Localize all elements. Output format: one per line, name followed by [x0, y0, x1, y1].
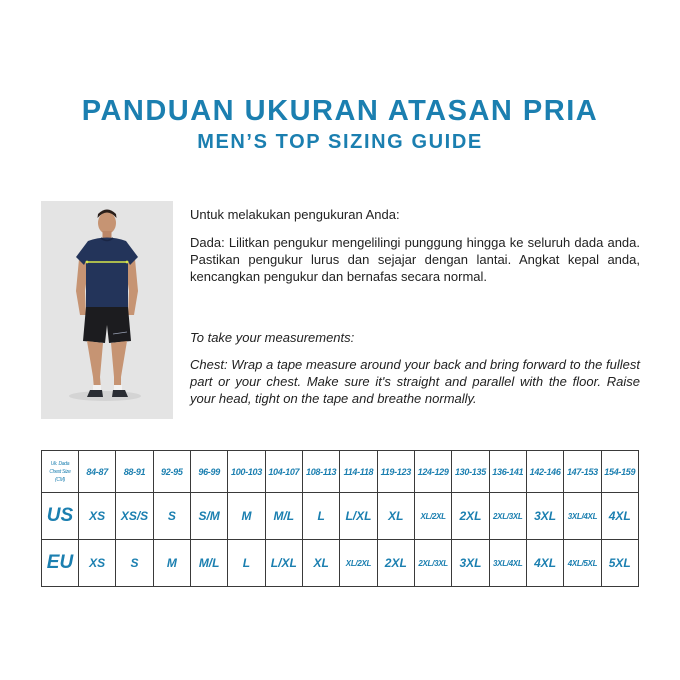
title-english: MEN’S TOP SIZING GUIDE: [197, 131, 483, 153]
chest-size-unit: (CM): [55, 476, 65, 483]
chest-size-label-id: Uk. Dada: [50, 460, 70, 467]
eu-size-cell: M/L: [190, 540, 227, 587]
chest-size-label-en: Chest Size: [49, 468, 71, 475]
us-size-cell: 4XL: [601, 493, 638, 540]
eu-size-cell: 3XL: [452, 540, 489, 587]
chest-range-cell: 119-123: [377, 451, 414, 493]
instructions-intro-en: To take your measurements:: [190, 330, 355, 345]
us-size-cell: XS/S: [116, 493, 153, 540]
chest-range-cell: 124-129: [414, 451, 451, 493]
us-size-cell: 2XL: [452, 493, 489, 540]
us-size-cell: S/M: [190, 493, 227, 540]
us-size-cell: S: [153, 493, 190, 540]
instructions-body-en: Chest: Wrap a tape measure around your back and bring forward to the fullest part or your chest. Make sure it's straight and parallel with the floor. Raise your head, tight on the tape and breathe normally.: [190, 357, 640, 406]
instructions-intro-id: Untuk melakukan pengukuran Anda:: [190, 207, 400, 222]
title-indonesian: PANDUAN UKURAN ATASAN PRIA: [81, 95, 599, 127]
measurement-instructions: [190, 206, 640, 407]
eu-size-row: [42, 540, 639, 587]
chest-range-cell: 104-107: [265, 451, 302, 493]
us-size-cell: XL/2XL: [414, 493, 451, 540]
chest-range-cell: 154-159: [601, 451, 638, 493]
chest-range-cell: 100-103: [228, 451, 265, 493]
us-row-label: US: [42, 493, 79, 540]
chest-range-cell: 142-146: [526, 451, 563, 493]
us-size-cell: M: [228, 493, 265, 540]
us-size-cell: XS: [79, 493, 116, 540]
eu-size-cell: 2XL/3XL: [414, 540, 451, 587]
us-size-cell: 3XL: [526, 493, 563, 540]
chest-range-cell: 96-99: [190, 451, 227, 493]
eu-size-cell: L/XL: [265, 540, 302, 587]
chest-range-cell: 147-153: [564, 451, 601, 493]
chest-range-cell: 92-95: [153, 451, 190, 493]
eu-size-cell: XL: [302, 540, 339, 587]
us-size-cell: L: [302, 493, 339, 540]
us-size-row: [42, 493, 639, 540]
size-table: [41, 450, 639, 587]
chest-range-cell: 108-113: [302, 451, 339, 493]
eu-size-cell: S: [116, 540, 153, 587]
model-photo: [41, 201, 173, 419]
chest-range-cell: 136-141: [489, 451, 526, 493]
eu-size-cell: XL/2XL: [340, 540, 377, 587]
chest-size-header-cell: [42, 451, 79, 493]
eu-size-cell: 4XL/5XL: [564, 540, 601, 587]
eu-size-cell: M: [153, 540, 190, 587]
us-size-cell: M/L: [265, 493, 302, 540]
chest-size-row: [42, 451, 639, 493]
eu-size-cell: XS: [79, 540, 116, 587]
eu-size-cell: 5XL: [601, 540, 638, 587]
us-size-cell: XL: [377, 493, 414, 540]
eu-size-cell: 3XL/4XL: [489, 540, 526, 587]
chest-range-cell: 88-91: [116, 451, 153, 493]
eu-size-cell: 2XL: [377, 540, 414, 587]
chest-range-cell: 114-118: [340, 451, 377, 493]
us-size-cell: 2XL/3XL: [489, 493, 526, 540]
eu-size-cell: L: [228, 540, 265, 587]
instructions-body-id: Dada: Lilitkan pengukur mengelilingi punggung hingga ke seluruh dada anda. Pastikan pengukur lurus dan sejajar dengan lantai. Angkat kepal anda, kencangkan pengukur dan bernafas secara normal.: [190, 235, 640, 284]
eu-size-cell: 4XL: [526, 540, 563, 587]
chest-range-cell: 84-87: [79, 451, 116, 493]
us-size-cell: 3XL/4XL: [564, 493, 601, 540]
chest-range-cell: 130-135: [452, 451, 489, 493]
us-size-cell: L/XL: [340, 493, 377, 540]
eu-row-label: EU: [42, 540, 79, 587]
